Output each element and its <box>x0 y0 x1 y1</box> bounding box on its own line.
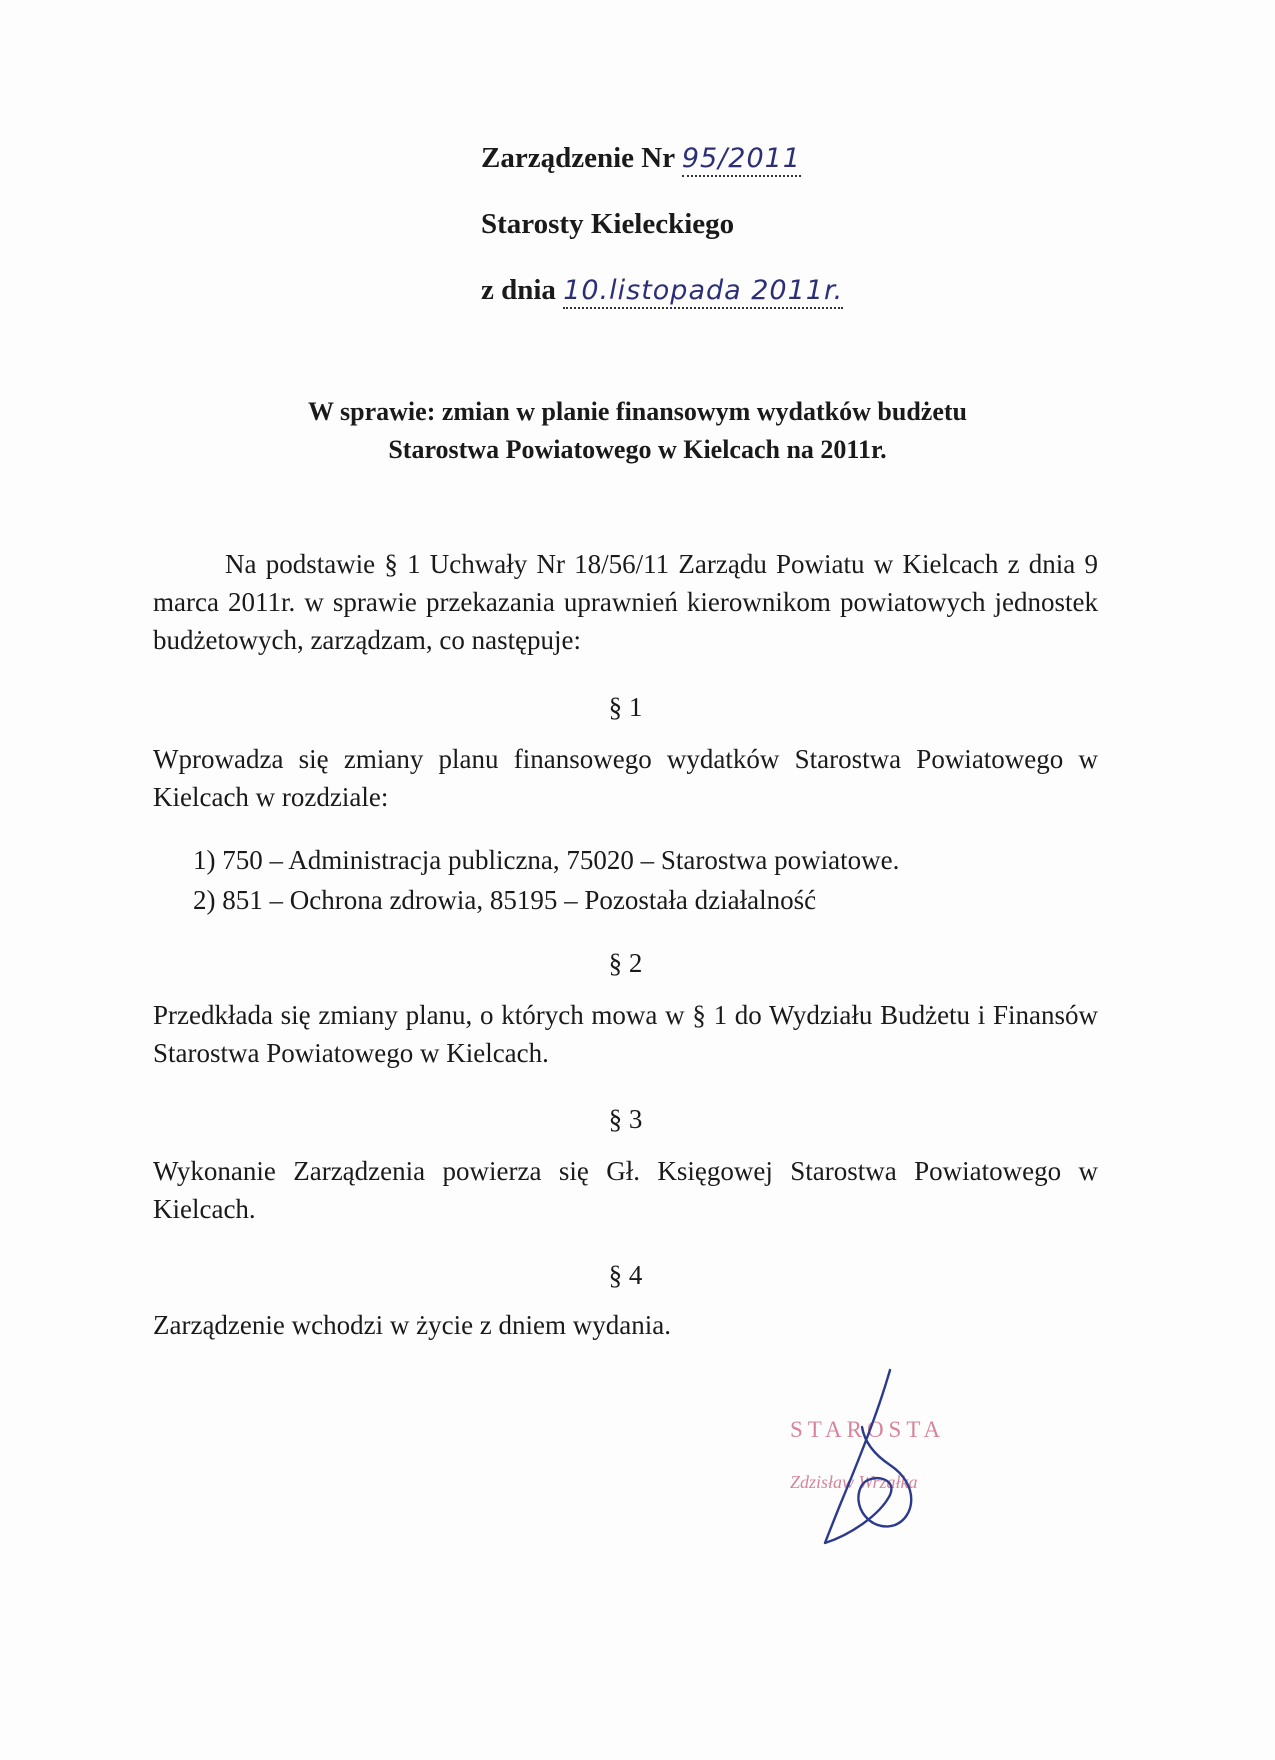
document-subject <box>150 393 1125 469</box>
section-2-text: Przedkłada się zmiany planu, o których mowa w § 1 do Wydziału Budżetu i Finansów Starostwa Powiatowego w Kielcach. <box>153 1000 1098 1068</box>
chapter-list <box>193 840 899 920</box>
order-number: 95/2011 <box>682 143 801 177</box>
order-date-value: 10.listopada 2011r. <box>563 275 843 309</box>
subject-line-2: Starostwa Powiatowego w Kielcach na 2011r. <box>388 435 887 464</box>
order-issuer: Starosty Kieleckiego <box>481 208 735 240</box>
section-1-mark: § 1 <box>608 692 643 722</box>
section-2-mark: § 2 <box>608 948 643 978</box>
order-date-prefix: z dnia <box>481 274 556 306</box>
order-date <box>481 270 1081 336</box>
document-header <box>481 138 1081 336</box>
intro-paragraph: Na podstawie § 1 Uchwały Nr 18/56/11 Zarządu Powiatu w Kielcach z dnia 9 marca 2011r. w sprawie przekazania uprawnień kierownikom powiatowych jednostek budżetowych, zarządzam, co następuje: <box>153 549 1098 655</box>
list-item: 2) 851 – Ochrona zdrowia, 85195 – Pozostała działalność <box>193 885 817 915</box>
stamp-title: STAROSTA <box>790 1417 946 1442</box>
section-3-mark: § 3 <box>608 1104 643 1134</box>
order-title <box>481 138 1081 204</box>
handwritten-signature <box>770 1365 990 1565</box>
subject-line-1: W sprawie: zmian w planie finansowym wydatków budżetu <box>308 397 967 426</box>
list-item: 1) 750 – Administracja publiczna, 75020 – Starostwa powiatowe. <box>193 845 900 875</box>
section-4-text: Zarządzenie wchodzi w życie z dniem wydania. <box>153 1310 671 1340</box>
official-stamp <box>770 1365 990 1565</box>
section-1-text: Wprowadza się zmiany planu finansowego wydatków Starostwa Powiatowego w Kielcach w rozdziale: <box>153 744 1098 812</box>
order-title-prefix: Zarządzenie Nr <box>481 142 675 174</box>
section-4-mark: § 4 <box>608 1260 643 1290</box>
stamp-name: Zdzisław Wrzałka <box>790 1472 918 1492</box>
section-3-text: Wykonanie Zarządzenia powierza się Gł. Księgowej Starostwa Powiatowego w Kielcach. <box>153 1156 1098 1224</box>
